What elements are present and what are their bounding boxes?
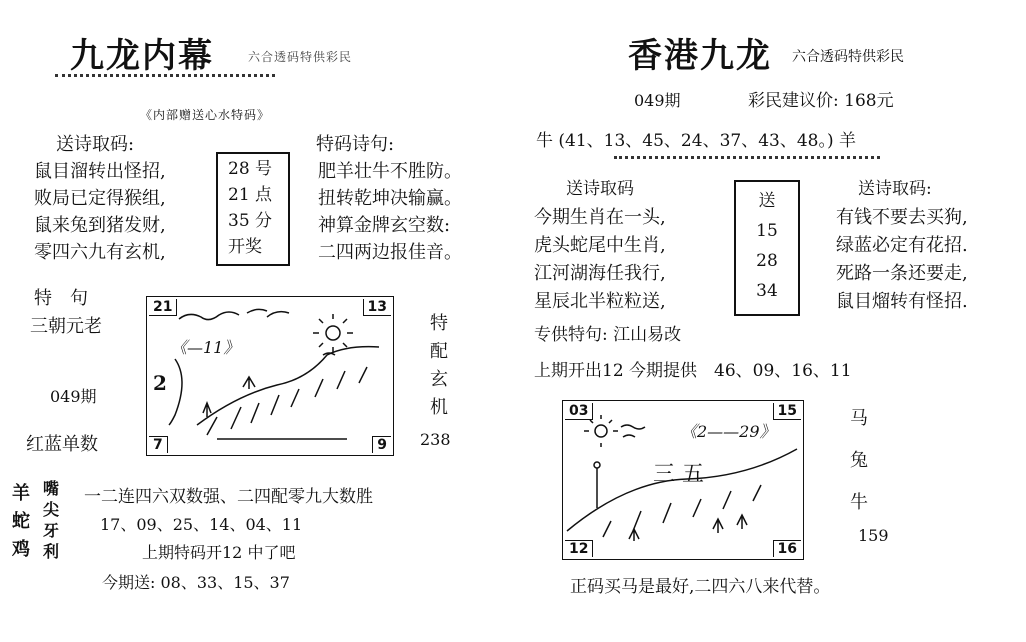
left-zodiac-col: [10, 480, 32, 564]
left-line1: 一二连四六双数强、二四配零九大数胜: [84, 487, 373, 507]
right-poem-a-line: 今期生肖在一头,: [534, 207, 666, 228]
right-side-number: 159: [858, 526, 889, 545]
right-box-number: 28: [756, 251, 778, 271]
zodiac-char: 羊: [12, 483, 30, 504]
right-poem-b-line: 绿蓝必定有花招.: [836, 235, 968, 256]
right-box-number: 34: [756, 281, 778, 301]
left-number-right: 238: [420, 430, 451, 449]
left-sketch-box: [146, 296, 394, 456]
right-corner-tl: 03: [565, 403, 593, 420]
left-subtitle: 六合透码特供彩民: [248, 50, 353, 64]
right-corner-bl: 12: [565, 540, 593, 557]
zodiac-char: 鸡: [12, 539, 30, 560]
right-side-char: 牛: [850, 492, 868, 513]
right-poem-a-header: 送诗取码: [566, 179, 634, 199]
left-sketch-digit: 2: [153, 371, 167, 395]
right-poem-a-line: 星辰北半粒粒送,: [534, 291, 666, 312]
sharp-char: 牙: [42, 521, 59, 540]
left-poem-a-line: 鼠目溜转出怪招,: [34, 161, 166, 182]
draw-hour: 21 点: [228, 185, 273, 205]
right-poem-b: [836, 204, 968, 316]
left-vertical-char: 特: [430, 313, 448, 334]
right-dotted-rule: [614, 156, 880, 159]
right-sketch-box: [562, 400, 804, 560]
right-side-char: 马: [850, 408, 868, 429]
right-subtitle: 六合透码特供彩民: [792, 49, 904, 65]
sharp-char: 嘴: [42, 479, 59, 498]
left-banner: 《内部赠送心水特码》: [140, 108, 271, 122]
left-corner-br: 9: [372, 436, 391, 453]
sharp-char: 利: [42, 542, 59, 561]
right-sheep-line: 牛 (41、13、45、24、37、43、48。) 羊: [536, 131, 856, 151]
right-side-char: 兔: [850, 450, 868, 471]
right-poem-a: [534, 204, 666, 316]
right-bottom-line: 正码买马是最好,二四六八来代替。: [570, 577, 831, 597]
left-poem-a-header: 送诗取码:: [56, 134, 135, 155]
left-draw-time-box: [216, 152, 290, 266]
right-sketch-drawing: [563, 401, 803, 559]
left-line2: 17、09、25、14、04、11: [100, 515, 303, 534]
left-vertical-char: 机: [430, 397, 448, 418]
right-last-period: 上期开出12 今期提供 46、09、16、11: [534, 361, 852, 381]
right-poem-b-line: 鼠目熘转有怪招.: [836, 291, 968, 312]
left-sharp-col: [40, 478, 62, 562]
left-corner-tl: 21: [149, 299, 177, 316]
left-vertical-char: 配: [430, 341, 448, 362]
left-poem-b-line: 肥羊壮牛不胜防。: [318, 161, 462, 182]
draw-date: 28 号: [228, 159, 273, 179]
right-corner-tr: 15: [773, 403, 801, 420]
right-poem-a-line: 虎头蛇尾中生肖,: [534, 235, 666, 256]
right-corner-br: 16: [773, 540, 801, 557]
left-special-phrase-label: 特 句: [34, 288, 88, 309]
right-side-col: [848, 398, 870, 524]
left-poem-b-line: 扭转乾坤决输赢。: [318, 188, 462, 209]
right-sketch-text: 《2——29》: [681, 422, 776, 441]
right-sketch-hanzi: 三 五: [653, 462, 704, 487]
left-dotted-rule: [55, 74, 275, 77]
sharp-char: 尖: [42, 500, 59, 519]
left-line3: 上期特码开12 中了吧: [142, 543, 296, 562]
left-title: 九龙内幕: [70, 36, 214, 76]
left-poem-a-line: 零四六九有玄机,: [34, 242, 166, 263]
left-red-blue: 红蓝单数: [26, 434, 98, 455]
zodiac-char: 蛇: [12, 511, 30, 532]
draw-label: 开奖: [228, 237, 262, 257]
right-box-label: 送: [758, 191, 776, 211]
left-poem-a-line: 鼠来兔到猪发财,: [34, 215, 166, 236]
left-corner-bl: 7: [149, 436, 168, 453]
left-poem-b-line: 二四两边报佳音。: [318, 242, 462, 263]
left-line4: 今期送: 08、33、15、37: [102, 573, 290, 592]
right-title: 香港九龙: [628, 36, 772, 76]
left-vertical-char: 玄: [430, 369, 448, 390]
left-poem-b-line: 神算金牌玄空数:: [318, 215, 451, 236]
left-vertical-phrase: [428, 310, 450, 422]
left-poem-a-line: 败局已定得猴组,: [34, 188, 166, 209]
draw-minute: 35 分: [228, 211, 273, 231]
left-special-phrase: 三朝元老: [30, 316, 102, 337]
left-poem-b: [318, 158, 462, 266]
right-poem-a-line: 江河湖海任我行,: [534, 263, 666, 284]
left-poem-b-header: 特码诗句:: [316, 134, 395, 155]
right-numbers-box: [734, 180, 800, 316]
right-special: 专供特句: 江山易改: [534, 325, 682, 345]
left-corner-tr: 13: [363, 299, 391, 316]
right-issue: 049期: [634, 91, 681, 110]
left-sketch-text: 《—11》: [171, 338, 240, 357]
right-poem-b-line: 有钱不要去买狗,: [836, 207, 968, 228]
right-price: 彩民建议价: 168元: [748, 91, 894, 111]
right-poem-b-line: 死路一条还要走,: [836, 263, 968, 284]
left-sketch-drawing: [147, 297, 393, 455]
right-box-number: 15: [756, 221, 778, 241]
left-issue: 049期: [50, 387, 97, 406]
left-poem-a: [34, 158, 166, 266]
right-poem-b-header: 送诗取码:: [858, 179, 932, 199]
